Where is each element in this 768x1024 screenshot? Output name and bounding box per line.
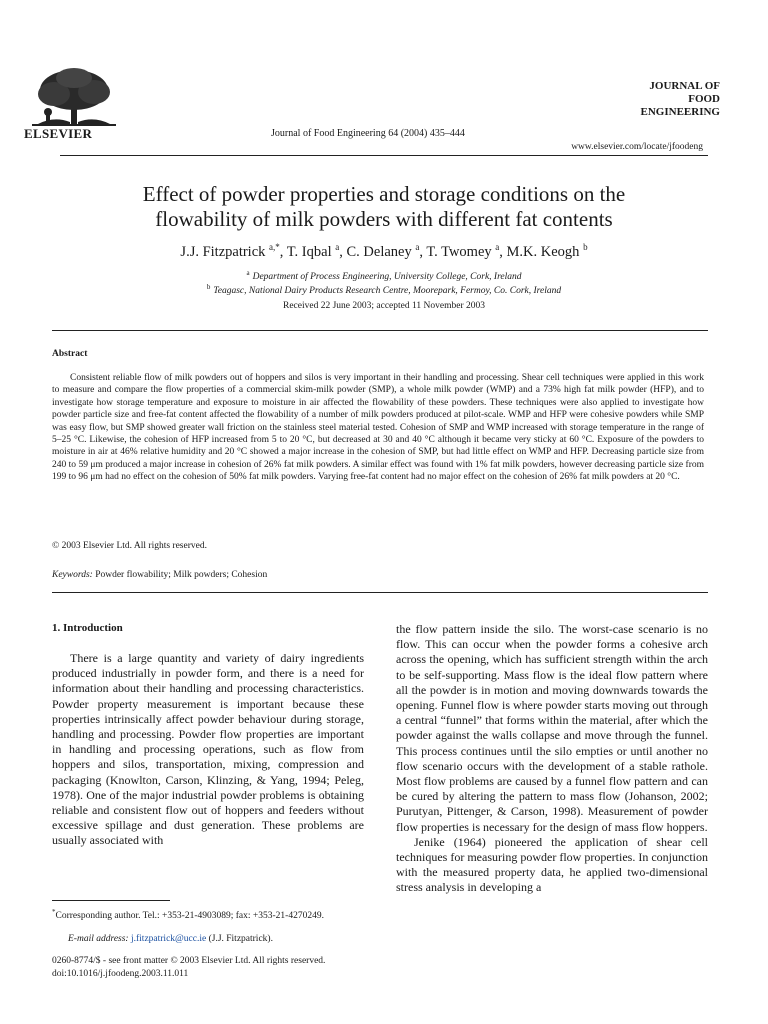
- author-affiliation-mark: a: [415, 242, 420, 252]
- affiliation: [60, 283, 708, 296]
- affiliation-mark: b: [206, 283, 211, 291]
- issn-line: 0260-8774/$ - see front matter © 2003 Elsevier Ltd. All rights reserved.: [52, 956, 326, 966]
- affiliation: [60, 269, 708, 282]
- abstract-divider-bottom: [52, 592, 708, 593]
- abstract-divider-top: [52, 330, 708, 331]
- left-column-paragraph: There is a large quantity and variety of dairy ingredients produced industrially in powder form, and there is a need for information about their handling and processing characteristics. Powder property measurement is important because these properties intrinsically affect powder behaviour during storage, handling and processing. Powder flow properties are important in handling and processing operations, such as flow from hoppers and silos, transportation, mixing, compression and packaging (Knowlton, Carson, Klinzing, & Yang, 1994; Peleg, 1978). One of the major industrial powder problems is obtaining reliable and consistent flow out of hoppers and feeders without excessive spillage and dust generation. These problems are usually associated with: [52, 651, 364, 848]
- copyright-notice: © 2003 Elsevier Ltd. All rights reserved.: [52, 541, 207, 551]
- section-heading: 1. Introduction: [52, 622, 123, 634]
- email-footnote: [68, 934, 273, 944]
- doi-line[interactable]: doi:10.1016/j.jfoodeng.2003.11.011: [52, 969, 189, 979]
- corresponding-author-footnote: [52, 906, 364, 922]
- author-affiliation-mark: a: [335, 242, 340, 252]
- header-divider: [60, 155, 708, 156]
- title-line: Effect of powder properties and storage conditions on the: [142, 182, 626, 206]
- publisher-name: ELSEVIER: [24, 126, 93, 141]
- journal-name-line: FOOD: [688, 93, 720, 105]
- title-line: flowability of milk powders with different fat contents: [155, 207, 613, 231]
- author-name: C. Delaney: [346, 243, 412, 260]
- author-affiliation-mark: b: [583, 242, 588, 252]
- journal-citation: Journal of Food Engineering 64 (2004) 435–444: [271, 128, 465, 139]
- right-column-paragraph: Jenike (1964) pioneered the application of shear cell techniques for measuring powder flow properties. In conjunction with the measured property data, he applied two-dimensional stress analysis in developing a: [396, 834, 708, 895]
- journal-url-link[interactable]: www.elsevier.com/locate/jfoodeng: [571, 142, 703, 152]
- affiliation-mark: a: [246, 269, 250, 277]
- received-dates: Received 22 June 2003; accepted 11 November 2003: [283, 301, 485, 311]
- author-name: T. Iqbal: [286, 243, 332, 260]
- footnote-divider: [52, 900, 170, 901]
- abstract-text: Consistent reliable flow of milk powders out of hoppers and silos is very important in their handling and processing. Shear cell techniques were applied in this work to measure and compare the flow properties of a commercial skim-milk powder (SMP), a whole milk powder (WMP) and a 73% high fat milk powder (HFP), and to investigate how storage temperature and exposure to moisture in air affected the flowability of these powders. These techniques were also applied to investigate how powder particle size and free-fat content affected the flowability of a number of milk powders produced at pilot-scale. WMP and HFP were cohesive powders while SMP was easy flow, but SMP showed greater wall friction on the stainless steel material tested. Cohesion of SMP and WMP increased with storage temperature in the range of 5–25 °C. Likewise, the cohesion of HFP increased from 5 to 20 °C, but decreased at 30 and 40 °C although it became very sticky at 60 °C. Exposure of the powders to moisture in air at 46% relative humidity and 20 °C showed a major increase in the cohesion of SMP, but had little effect on WMP and HFP. Decreasing particle size from 240 to 59 μm produced a major increase in cohesion of 26% fat milk powders. A similar effect was found with 1% fat milk powders, however decreasing particle size from 199 to 96 μm had no effect on the cohesion of 50% fat milk powders. Varying free-fat content had no major effect on the cohesion of 26% fat milk powders at 20 °C.: [52, 373, 704, 483]
- abstract-heading: Abstract: [52, 349, 88, 359]
- footnote-text: Corresponding author. Tel.: +353-21-4903089; fax: +353-21-4270249.: [55, 911, 324, 922]
- journal-name-line: JOURNAL OF: [649, 80, 720, 92]
- article-title: [60, 182, 708, 232]
- journal-name: [590, 80, 720, 119]
- email-suffix: (J.J. Fitzpatrick).: [208, 934, 273, 944]
- author-name: T. Twomey: [426, 243, 492, 260]
- footnote-mark: *: [52, 908, 56, 916]
- email-link[interactable]: j.fitzpatrick@ucc.ie: [130, 934, 207, 944]
- keywords: [52, 570, 267, 580]
- author-name: M.K. Keogh: [506, 243, 580, 260]
- right-column-paragraph: the flow pattern inside the silo. The worst-case scenario is no flow. This can occur when the powder forms a cohesive arch across the opening, which has sufficient strength within the arch to be self-supporting. Mass flow is the ideal flow pattern where all the powder is in motion and moving downwards towards the opening. Funnel flow is where powder starts moving out through a central “funnel” that forms within the material, after which the powder against the walls collapse and move through the funnel. This process continues until the silo empties or until another no flow scenario occurs with the development of a stable rathole. Most flow problems are caused by a funnel flow pattern and can be cured by altering the pattern to mass flow (Johanson, 2002; Purutyan, Pittenger, & Carson, 1998). Measurement of powder flow properties is necessary for the design of mass flow hoppers.: [396, 622, 708, 834]
- author-list: J.J. Fitzpatrick $^{a,*}$, T. Iqbal $^a$, C. Delaney $^a$, T. Twomey $^a$, M.K. Keogh $^b$: [180, 242, 588, 260]
- keywords-label: Keywords:: [52, 570, 93, 580]
- author-name: J.J. Fitzpatrick: [180, 243, 266, 260]
- author-affiliation-mark: a: [495, 242, 500, 252]
- author-affiliation-mark: a,*: [269, 242, 280, 252]
- affiliation-text: Teagasc, National Dairy Products Research Centre, Moorepark, Fermoy, Co. Cork, Ireland: [213, 286, 562, 297]
- affiliation-text: Department of Process Engineering, University College, Cork, Ireland: [252, 272, 522, 283]
- journal-name-line: ENGINEERING: [640, 106, 720, 118]
- email-label: E-mail address:: [68, 934, 129, 944]
- right-column: [396, 622, 708, 896]
- keywords-list: Powder flowability; Milk powders; Cohesion: [95, 570, 268, 580]
